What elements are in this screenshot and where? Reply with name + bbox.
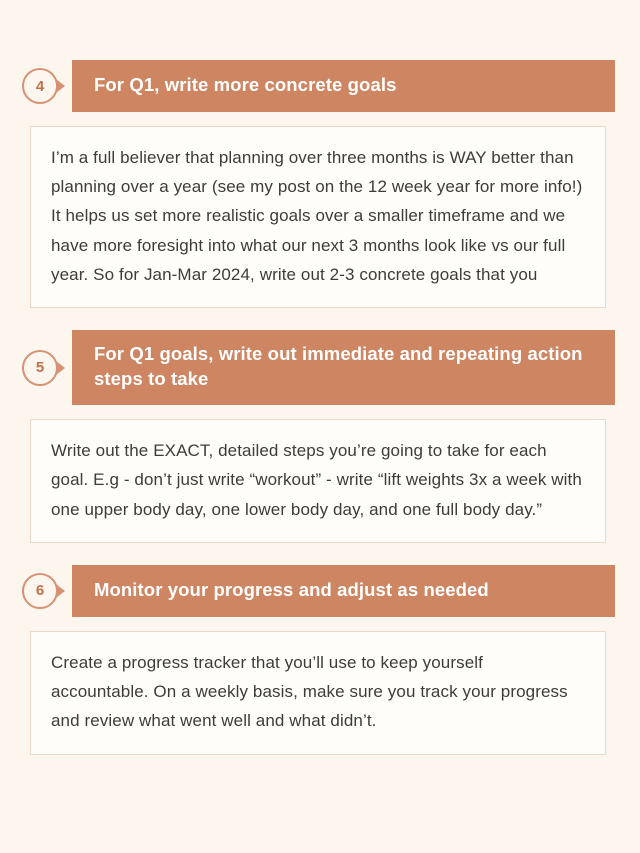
section-4-title: For Q1, write more concrete goals bbox=[94, 74, 397, 96]
section-5 bbox=[22, 330, 615, 543]
section-4-body-text: I’m a full believer that planning over three months is WAY better than planning over a year (see my post on the 12 week year for more info!) It helps us set more realistic goals over a smaller timeframe and we have more foresight into what our next 3 months look like vs our full year. So for Jan-Mar 2024, write out 2-3 concrete goals that you bbox=[51, 148, 583, 284]
section-4-header bbox=[22, 60, 615, 112]
section-5-title-bar bbox=[72, 330, 615, 405]
section-6-body-card bbox=[30, 631, 606, 755]
section-6-title: Monitor your progress and adjust as needed bbox=[94, 578, 489, 600]
section-4-number-badge: 4 bbox=[22, 68, 58, 104]
section-6-body-text: Create a progress tracker that you’ll use to keep yourself accountable. On a weekly basis, make sure you track your progress and review what went well and what didn’t. bbox=[51, 652, 568, 731]
section-5-header bbox=[22, 330, 615, 405]
section-4 bbox=[22, 60, 615, 308]
section-6 bbox=[22, 565, 615, 755]
section-6-number-badge: 6 bbox=[22, 573, 58, 609]
section-5-number-badge: 5 bbox=[22, 350, 58, 386]
section-4-body-card bbox=[30, 126, 606, 308]
section-5-title: For Q1 goals, write out immediate and repeating action steps to take bbox=[94, 343, 583, 390]
section-5-body-text: Write out the EXACT, detailed steps you’re going to take for each goal. E.g - don’t just write “workout” - write “lift weights 3x a week with one upper body day, one lower body day, and one full body day.” bbox=[51, 441, 582, 519]
section-4-title-bar bbox=[72, 60, 615, 112]
section-6-title-bar bbox=[72, 565, 615, 617]
section-5-body-card bbox=[30, 419, 606, 543]
section-6-header bbox=[22, 565, 615, 617]
